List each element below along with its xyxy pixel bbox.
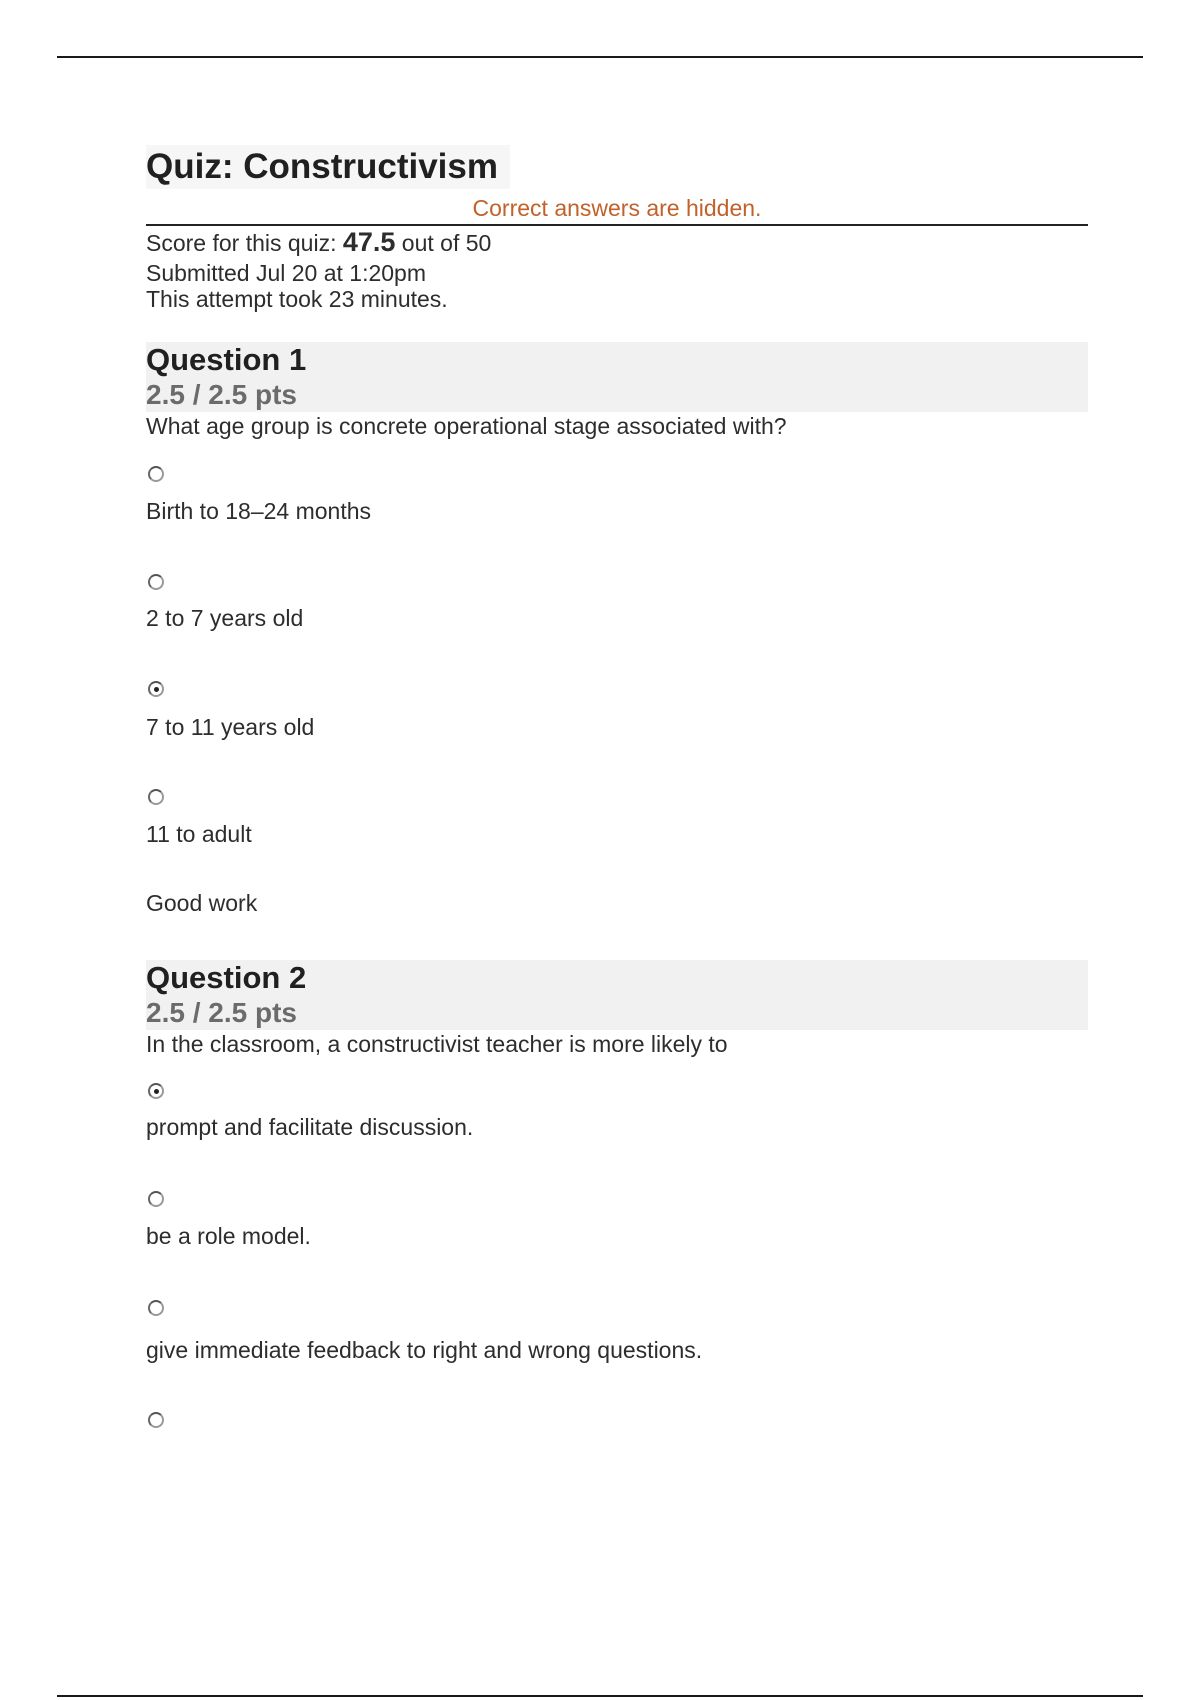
question-2-answer-3-label: give immediate feedback to right and wrong questions. (146, 1337, 703, 1363)
question-1-text: What age group is concrete operational stage associated with? (146, 413, 787, 439)
question-1-answer-1-label: Birth to 18–24 months (146, 498, 372, 524)
score-suffix: out of 50 (395, 230, 492, 256)
question-1-title: Question 1 (146, 342, 307, 377)
question-1-answer-2-label: 2 to 7 years old (146, 605, 304, 631)
submitted-line: Submitted Jul 20 at 1:20pm (146, 260, 426, 286)
question-1-answer-4-label: 11 to adult (146, 821, 252, 847)
duration-line: This attempt took 23 minutes. (146, 286, 448, 312)
question-2-text: In the classroom, a constructivist teacher is more likely to (146, 1031, 728, 1057)
question-2-answer-2-radio[interactable] (148, 1191, 164, 1207)
question-1-header (146, 342, 1088, 412)
question-2-answer-1-label: prompt and facilitate discussion. (146, 1114, 474, 1140)
question-2-answer-1-radio[interactable] (148, 1083, 164, 1099)
question-1-feedback: Good work (146, 890, 258, 916)
question-2-answer-3-radio[interactable] (148, 1300, 164, 1316)
title-divider (146, 224, 1088, 226)
question-1-points: 2.5 / 2.5 pts (146, 379, 297, 410)
quiz-title: Quiz: Constructivism (146, 147, 498, 186)
quiz-title-box (146, 145, 510, 189)
score-value: 47.5 (342, 227, 396, 257)
question-2-answer-4-radio[interactable] (148, 1412, 164, 1428)
score-line (146, 228, 491, 257)
question-2-title: Question 2 (146, 960, 307, 995)
question-1-answer-3-label: 7 to 11 years old (146, 714, 315, 740)
question-2-points: 2.5 / 2.5 pts (146, 997, 297, 1028)
question-1-answer-4-radio[interactable] (148, 789, 164, 805)
question-2-header (146, 960, 1088, 1030)
question-1-answer-3-radio[interactable] (148, 681, 164, 697)
question-1-answer-1-radio[interactable] (148, 466, 164, 482)
score-prefix: Score for this quiz: (146, 230, 343, 256)
question-2-answer-2-label: be a role model. (146, 1223, 311, 1249)
question-1-answer-2-radio[interactable] (148, 574, 164, 590)
answers-hidden-note: Correct answers are hidden. (472, 195, 762, 221)
page-top-rule (57, 56, 1143, 58)
page-bottom-rule (57, 1695, 1143, 1697)
